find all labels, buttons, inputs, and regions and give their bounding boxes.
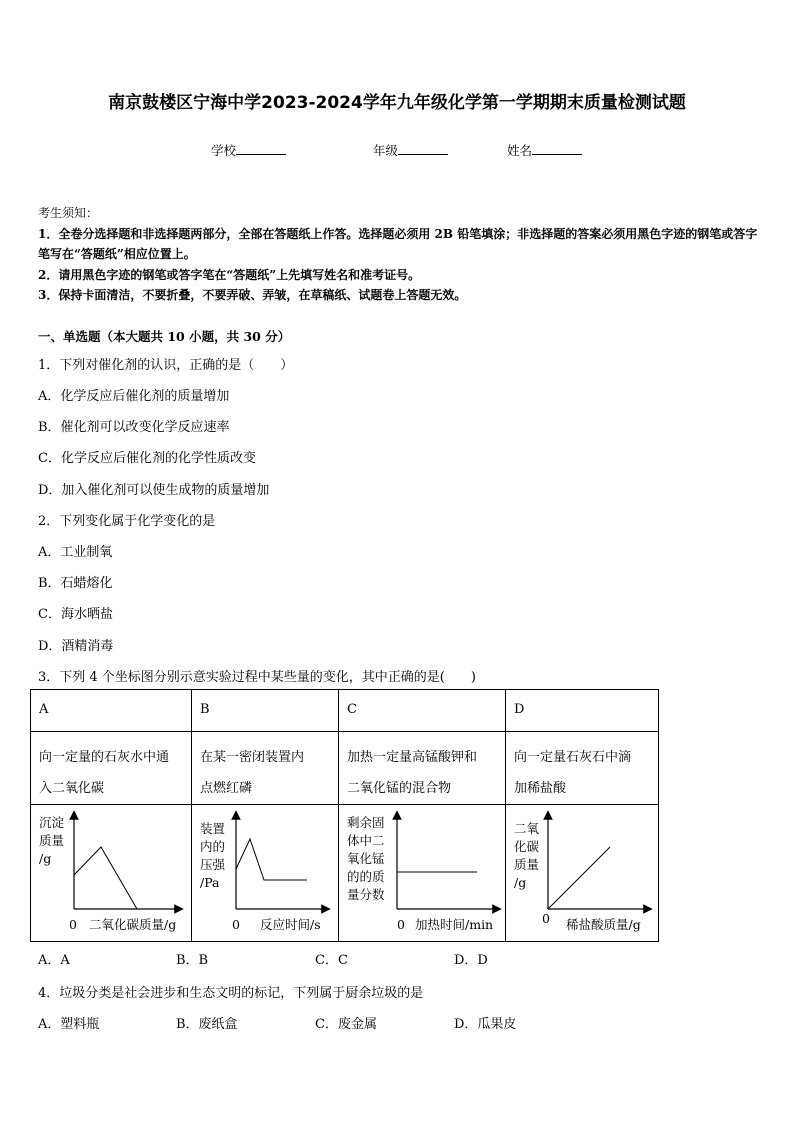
- graph-b-xlabel: 反应时间/s: [260, 917, 321, 932]
- notice-item: 1．全卷分选择题和非选择题两部分，全部在答题纸上作答。选择题必须用 2B 铅笔填涂；非选择题的答案必须用黑色字迹的钢笔或答字笔写在“答题纸”相应位置上。: [38, 226, 758, 261]
- name-field: [507, 141, 582, 159]
- col-b-letter: B: [192, 690, 339, 732]
- q4-option-a[interactable]: A．塑料瓶: [38, 1017, 100, 1032]
- q2-option-c[interactable]: C．海水晒盐: [38, 607, 113, 622]
- graph-d-xlabel: 稀盐酸质量/g: [566, 917, 641, 932]
- grade-field: [373, 141, 448, 159]
- q4-option-c[interactable]: C．废金属: [315, 1017, 377, 1032]
- name-label: 姓名: [507, 143, 533, 158]
- graph-b-cell: [192, 805, 339, 942]
- graph-d-ylabel: 化碳: [514, 839, 540, 854]
- graph-a-xlabel: 二氧化碳质量/g: [89, 917, 177, 932]
- col-c-letter: C: [339, 690, 506, 732]
- q2-option-a[interactable]: A．工业制氧: [38, 545, 113, 560]
- notice-item: 3．保持卡面清洁，不要折叠，不要弄破、弄皱，在草稿纸、试题卷上答题无效。: [38, 288, 467, 302]
- graph-d-ylabel: /g: [514, 875, 527, 890]
- notice-heading: 考生须知：: [38, 206, 99, 220]
- graph-b: [192, 805, 338, 941]
- school-label: 学校: [211, 143, 237, 158]
- notice-item: 2．请用黑色字迹的钢笔或答字笔在“答题纸”上先填写姓名和准考证号。: [38, 267, 421, 282]
- graph-a: [31, 805, 191, 941]
- q3-option-a[interactable]: A．A: [38, 953, 70, 968]
- graph-d-origin: 0: [542, 911, 550, 926]
- q4-option-b[interactable]: B．废纸盒: [176, 1017, 238, 1032]
- graph-a-origin: 0: [69, 917, 77, 932]
- q2-option-b[interactable]: B．石蜡熔化: [38, 576, 113, 591]
- curve: [548, 847, 610, 909]
- graph-d: [506, 805, 658, 941]
- desc-line: 加热一定量高锰酸钾和: [347, 750, 478, 765]
- graph-a-ylabel: 沉淀: [39, 815, 65, 830]
- graph-c-ylabel: 氧化锰: [347, 851, 385, 866]
- graph-c-ylabel: 的的质: [347, 869, 385, 884]
- desc-line: 入二氧化碳: [39, 781, 105, 796]
- graph-c-cell: [339, 805, 506, 942]
- graph-c-origin: 0: [397, 917, 405, 932]
- col-d-letter: D: [506, 690, 659, 732]
- col-d-desc: [506, 732, 659, 805]
- graph-c: [339, 805, 505, 941]
- school-field: [211, 141, 286, 159]
- desc-line: 点燃红磷: [200, 781, 253, 796]
- q1-option-d[interactable]: D．加入催化剂可以使生成物的质量增加: [38, 483, 270, 498]
- q3-option-b[interactable]: B．B: [176, 953, 209, 968]
- q2-option-d[interactable]: D．酒精消毒: [38, 639, 114, 654]
- graph-a-ylabel: /g: [39, 851, 52, 866]
- candidate-notice: [38, 203, 760, 306]
- desc-line: 加稀盐酸: [514, 781, 567, 796]
- col-c-desc: [339, 732, 506, 805]
- q3-options: [38, 949, 488, 968]
- exam-title: 南京鼓楼区宁海中学2023-2024学年九年级化学第一学期期末质量检测试题: [108, 93, 686, 113]
- desc-line: 在某一密闭装置内: [200, 750, 305, 765]
- curve: [74, 847, 137, 909]
- graph-c-xlabel: 加热时间/min: [415, 917, 494, 932]
- q4-stem: 4．垃圾分类是社会进步和生态文明的标记，下列属于厨余垃圾的是: [38, 986, 424, 1001]
- desc-line: 向一定量的石灰水中通: [39, 750, 170, 765]
- table-row: [31, 805, 659, 942]
- graph-c-ylabel: 剩余固: [347, 815, 385, 830]
- q4-option-d[interactable]: D．瓜果皮: [454, 1017, 517, 1032]
- q1-option-a[interactable]: A．化学反应后催化剂的质量增加: [38, 389, 230, 404]
- graph-b-ylabel: 压强: [200, 857, 226, 872]
- q1-option-b[interactable]: B．催化剂可以改变化学反应速率: [38, 420, 230, 435]
- desc-line: 二氧化锰的混合物: [347, 781, 452, 796]
- table-row: [31, 732, 659, 805]
- desc-line: 向一定量石灰石中滴: [514, 750, 632, 765]
- q3-stem: 3．下列 4 个坐标图分别示意实验过程中某些量的变化，其中正确的是( ): [38, 670, 476, 685]
- graph-b-ylabel: /Pa: [200, 875, 220, 890]
- q1-stem: 1．下列对催化剂的认识，正确的是（ ）: [38, 358, 294, 373]
- q3-graph-table: [30, 689, 659, 942]
- graph-b-ylabel: 内的: [200, 839, 226, 854]
- q4-options: [38, 1013, 516, 1032]
- graph-d-ylabel: 质量: [514, 857, 540, 872]
- name-blank[interactable]: [532, 142, 582, 155]
- grade-label: 年级: [373, 143, 399, 158]
- graph-c-ylabel: 体中二: [347, 833, 385, 848]
- col-a-desc: [31, 732, 192, 805]
- graph-c-ylabel: 量分数: [347, 887, 385, 902]
- q2-stem: 2．下列变化属于化学变化的是: [38, 514, 216, 529]
- graph-a-cell: [31, 805, 192, 942]
- school-blank[interactable]: [236, 142, 286, 155]
- graph-d-cell: [506, 805, 659, 942]
- grade-blank[interactable]: [398, 142, 448, 155]
- section-heading: 一、单选题（本大题共 10 小题，共 30 分）: [38, 329, 291, 344]
- q3-option-c[interactable]: C．C: [315, 953, 348, 968]
- graph-a-ylabel: 质量: [39, 833, 65, 848]
- col-a-letter: A: [31, 690, 192, 732]
- table-row: [31, 690, 659, 732]
- col-b-desc: [192, 732, 339, 805]
- curve: [236, 839, 307, 880]
- graph-b-origin: 0: [232, 917, 240, 932]
- graph-d-ylabel: 二氧: [514, 821, 540, 836]
- graph-b-ylabel: 装置: [200, 821, 226, 836]
- q1-option-c[interactable]: C．化学反应后催化剂的化学性质改变: [38, 451, 256, 466]
- q3-option-d[interactable]: D．D: [454, 953, 488, 968]
